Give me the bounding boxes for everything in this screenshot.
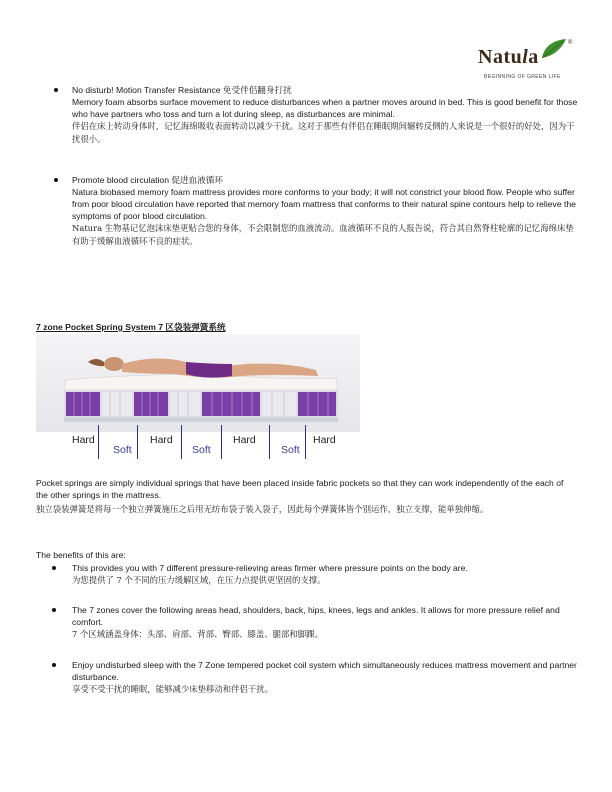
bullet-title: Promote blood circulation 促进血液循环 <box>72 175 223 185</box>
bullet-body-zh: 伴侣在床上转动身体时，记忆海绵吸收表面转动以减少干扰。这对于那些有伴侣在睡眠期间辗转反侧的人来说是一个很好的好处，因为干扰很小。 <box>72 121 575 144</box>
zone-divider <box>221 425 222 459</box>
benefit-zh: 为您提供了 7 个不同的压力缓解区域，在压力点提供更坚固的支撑。 <box>72 575 326 585</box>
zone-label-soft-3: Soft <box>281 444 300 456</box>
bullet-body-zh: Natura 生物基记忆泡沫床垫更贴合您的身体，不会限制您的血液流动。血液循环不良的人报告说，符合其自然脊柱轮廓的记忆海绵床垫有助于缓解血液循环不良的症状。 <box>72 223 574 246</box>
zone-label-hard-3: Hard <box>233 434 256 446</box>
benefit-item <box>58 562 578 587</box>
benefit-item <box>58 604 578 641</box>
bullet-icon <box>52 663 56 667</box>
section-title: 7 zone Pocket Spring System 7 区袋装弹簧系统 <box>36 322 226 332</box>
bullet-title: No disturb! Motion Transfer Resistance 免受伴侣翻身打扰 <box>72 85 292 95</box>
benefit-en: Enjoy undisturbed sleep with the 7 Zone tempered pocket coil system which simultaneously reduces mattress movement and partner disturbance. <box>72 660 577 682</box>
benefit-item <box>58 659 578 696</box>
benefits-intro: The benefits of this are: <box>36 550 126 560</box>
benefit-zh: 7 个区域涵盖身体：头部、肩部、背部、臀部、膝盖、腿部和脚踝。 <box>72 629 323 639</box>
zone-label-hard-2: Hard <box>150 434 173 446</box>
zone-label-soft-1: Soft <box>113 444 132 456</box>
bullet-icon <box>52 566 56 570</box>
logo-tagline: BEGINNING OF GREEN LIFE <box>484 74 561 80</box>
zone-label-hard-1: Hard <box>72 434 95 446</box>
zone-label-soft-2: Soft <box>192 444 211 456</box>
bullet-body-en: Natura biobased memory foam mattress provides more conforms to your body; it will not constrict your blood flow. People who suffer from poor blood circulation have reported that memory foam mattress that conforms to their natural spine contours help to relieve the symptoms of poor blood circulation. <box>72 187 576 221</box>
zone-divider <box>98 425 99 459</box>
logo-wordmark: Natula <box>478 46 539 68</box>
benefit-en: This provides you with 7 different pressure-relieving areas firmer where pressure points on the body are. <box>72 563 468 573</box>
pocket-para-en: Pocket springs are simply individual springs that have been placed inside fabric pockets so that they can work independently of the each of the other springs in the mattress. <box>36 478 564 501</box>
bullet-body-en: Memory foam absorbs surface movement to reduce disturbances when a partner moves around in bed. This is good benefit for those who have partners who toss and turn a lot during sleep, as disturbances are minimal. <box>72 97 578 119</box>
zone-divider <box>137 425 138 459</box>
benefit-zh: 享受不受干扰的睡眠，能够减少床垫移动和伴侣干扰。 <box>72 684 273 694</box>
zone-label-hard-4: Hard <box>313 434 336 446</box>
bullet-motion-transfer <box>58 84 578 146</box>
pocket-spring-paragraph <box>36 477 576 516</box>
bullet-icon <box>54 178 58 182</box>
zone-divider <box>269 425 270 459</box>
registered-mark: ® <box>568 40 573 46</box>
bullet-icon <box>52 608 56 612</box>
natura-logo <box>474 38 584 88</box>
zone-divider <box>181 425 182 459</box>
bullet-icon <box>54 88 58 92</box>
zone-divider <box>305 425 306 459</box>
bullet-blood-circulation <box>58 174 578 248</box>
benefit-en: The 7 zones cover the following areas head, shoulders, back, hips, knees, legs and ankles. It allows for more pressure relief and comfort. <box>72 605 560 627</box>
leaf-icon <box>538 38 568 60</box>
pocket-para-zh: 独立袋装弹簧是将每一个独立弹簧施压之后用无纺布袋子装入袋子，因此每个弹簧体皆个别运作，独立支撑，能单独伸缩。 <box>36 504 489 515</box>
mattress-illustration <box>36 334 360 432</box>
